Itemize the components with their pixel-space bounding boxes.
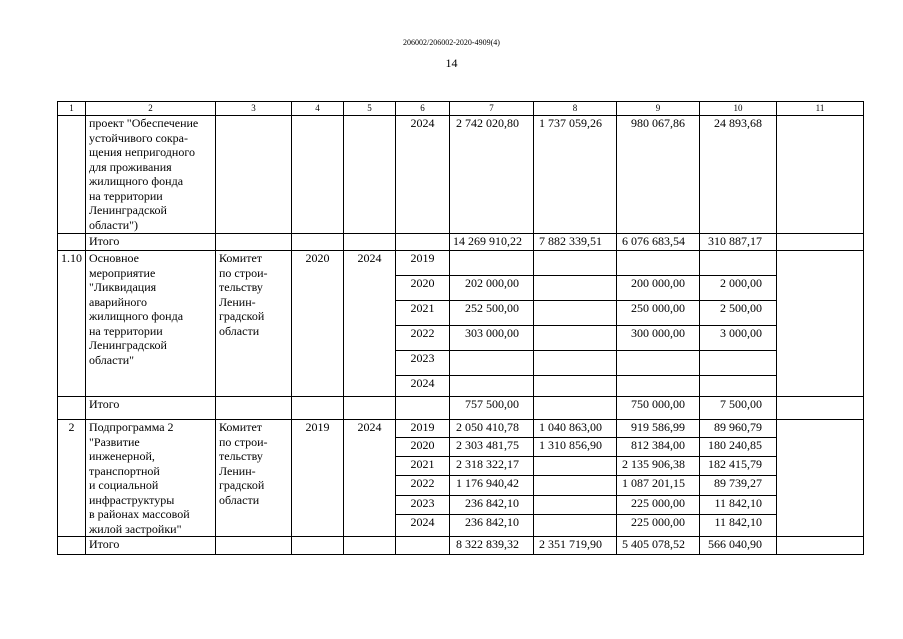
column-header: 1 xyxy=(58,102,86,116)
total-row xyxy=(58,537,864,555)
column-header: 8 xyxy=(534,102,617,116)
total-row xyxy=(58,397,864,420)
value-cell: 252 500,00 xyxy=(450,301,534,326)
value-cell: 11 842,10 xyxy=(700,495,777,514)
value-cell xyxy=(700,376,777,397)
value-cell: 303 000,00 xyxy=(450,326,534,351)
year-cell: 2021 xyxy=(396,457,450,476)
value-cell: 182 415,79 xyxy=(700,457,777,476)
value-cell: 225 000,00 xyxy=(617,495,700,514)
end-year-cell: 2024 xyxy=(344,251,396,397)
value-cell xyxy=(450,351,534,376)
value-cell: 2 742 020,80 xyxy=(450,116,534,234)
year-cell: 2021 xyxy=(396,301,450,326)
total-label: Итого xyxy=(86,234,216,251)
table-row xyxy=(58,251,864,276)
row-number-cell xyxy=(58,116,86,234)
value-cell: 2 318 322,17 xyxy=(450,457,534,476)
value-cell: 812 384,00 xyxy=(617,438,700,457)
value-cell xyxy=(534,514,617,536)
value-cell xyxy=(617,251,700,276)
value-cell: 980 067,86 xyxy=(617,116,700,234)
value-cell: 2 000,00 xyxy=(700,276,777,301)
table-row xyxy=(58,116,864,234)
note-cell xyxy=(777,116,864,234)
table-row xyxy=(58,420,864,438)
year-cell: 2020 xyxy=(396,438,450,457)
value-cell xyxy=(534,457,617,476)
value-cell xyxy=(534,351,617,376)
total-value: 6 076 683,54 xyxy=(617,234,700,251)
value-cell: 24 893,68 xyxy=(700,116,777,234)
executor-cell: Комитет по строи- тельству Ленин- градской области xyxy=(216,251,292,397)
note-cell xyxy=(777,420,864,537)
value-cell: 919 586,99 xyxy=(617,420,700,438)
start-year-cell xyxy=(292,116,344,234)
value-cell xyxy=(534,476,617,495)
value-cell: 2 050 410,78 xyxy=(450,420,534,438)
value-cell: 1 176 940,42 xyxy=(450,476,534,495)
value-cell: 250 000,00 xyxy=(617,301,700,326)
value-cell: 89 739,27 xyxy=(700,476,777,495)
value-cell xyxy=(534,326,617,351)
start-year-cell: 2020 xyxy=(292,251,344,397)
value-cell: 225 000,00 xyxy=(617,514,700,536)
year-cell: 2024 xyxy=(396,376,450,397)
document-id: 206002/206002-2020-4909(4) xyxy=(403,38,500,47)
value-cell: 200 000,00 xyxy=(617,276,700,301)
column-header: 7 xyxy=(450,102,534,116)
row-number-cell: 2 xyxy=(58,420,86,537)
total-value: 750 000,00 xyxy=(617,397,700,420)
program-table xyxy=(57,101,864,555)
column-header: 6 xyxy=(396,102,450,116)
value-cell: 2 303 481,75 xyxy=(450,438,534,457)
executor-cell: Комитет по строи- тельству Ленин- градской области xyxy=(216,420,292,537)
total-value: 566 040,90 xyxy=(700,537,777,555)
value-cell xyxy=(534,251,617,276)
value-cell: 1 737 059,26 xyxy=(534,116,617,234)
year-cell: 2022 xyxy=(396,326,450,351)
column-header: 5 xyxy=(344,102,396,116)
year-cell: 2019 xyxy=(396,251,450,276)
total-row xyxy=(58,234,864,251)
end-year-cell xyxy=(344,116,396,234)
value-cell: 2 500,00 xyxy=(700,301,777,326)
column-header: 3 xyxy=(216,102,292,116)
value-cell xyxy=(700,251,777,276)
value-cell: 3 000,00 xyxy=(700,326,777,351)
project-name-continued: проект "Обеспечение устойчивого сокра- щения непригодного для проживания жилищного фонда на территории Ленинградской области") xyxy=(86,116,216,234)
page-number: 14 xyxy=(445,56,458,70)
value-cell xyxy=(534,495,617,514)
end-year-cell: 2024 xyxy=(344,420,396,537)
table-header-row xyxy=(58,102,864,116)
total-value: 7 882 339,51 xyxy=(534,234,617,251)
column-header: 11 xyxy=(777,102,864,116)
subprogram-name-cell: Подпрограмма 2 "Развитие инженерной, транспортной и социальной инфраструктуры в районах массовой жилой застройки" xyxy=(86,420,216,537)
year-cell: 2022 xyxy=(396,476,450,495)
column-header: 10 xyxy=(700,102,777,116)
column-header: 2 xyxy=(86,102,216,116)
year-cell: 2024 xyxy=(396,514,450,536)
year-cell: 2020 xyxy=(396,276,450,301)
start-year-cell: 2019 xyxy=(292,420,344,537)
total-value: 8 322 839,32 xyxy=(450,537,534,555)
total-value: 5 405 078,52 xyxy=(617,537,700,555)
value-cell xyxy=(534,276,617,301)
value-cell: 236 842,10 xyxy=(450,495,534,514)
measure-name-cell: Основное мероприятие "Ликвидация аварийного жилищного фонда на территории Ленинградской области" xyxy=(86,251,216,397)
total-value: 2 351 719,90 xyxy=(534,537,617,555)
value-cell xyxy=(617,376,700,397)
value-cell: 300 000,00 xyxy=(617,326,700,351)
year-cell: 2023 xyxy=(396,495,450,514)
total-value: 757 500,00 xyxy=(450,397,534,420)
value-cell xyxy=(450,251,534,276)
value-cell: 1 310 856,90 xyxy=(534,438,617,457)
note-cell xyxy=(777,251,864,397)
value-cell: 1 087 201,15 xyxy=(617,476,700,495)
value-cell: 1 040 863,00 xyxy=(534,420,617,438)
total-label: Итого xyxy=(86,397,216,420)
total-value: 310 887,17 xyxy=(700,234,777,251)
column-header: 9 xyxy=(617,102,700,116)
year-cell: 2019 xyxy=(396,420,450,438)
total-value xyxy=(534,397,617,420)
value-cell: 180 240,85 xyxy=(700,438,777,457)
total-value: 7 500,00 xyxy=(700,397,777,420)
executor-cell xyxy=(216,116,292,234)
value-cell xyxy=(534,301,617,326)
value-cell: 2 135 906,38 xyxy=(617,457,700,476)
column-header: 4 xyxy=(292,102,344,116)
value-cell xyxy=(534,376,617,397)
year-cell: 2023 xyxy=(396,351,450,376)
value-cell: 89 960,79 xyxy=(700,420,777,438)
value-cell xyxy=(450,376,534,397)
value-cell: 11 842,10 xyxy=(700,514,777,536)
total-label: Итого xyxy=(86,537,216,555)
value-cell xyxy=(617,351,700,376)
value-cell: 236 842,10 xyxy=(450,514,534,536)
year-cell: 2024 xyxy=(396,116,450,234)
total-value: 14 269 910,22 xyxy=(450,234,534,251)
row-number-cell: 1.10 xyxy=(58,251,86,397)
value-cell xyxy=(700,351,777,376)
value-cell: 202 000,00 xyxy=(450,276,534,301)
